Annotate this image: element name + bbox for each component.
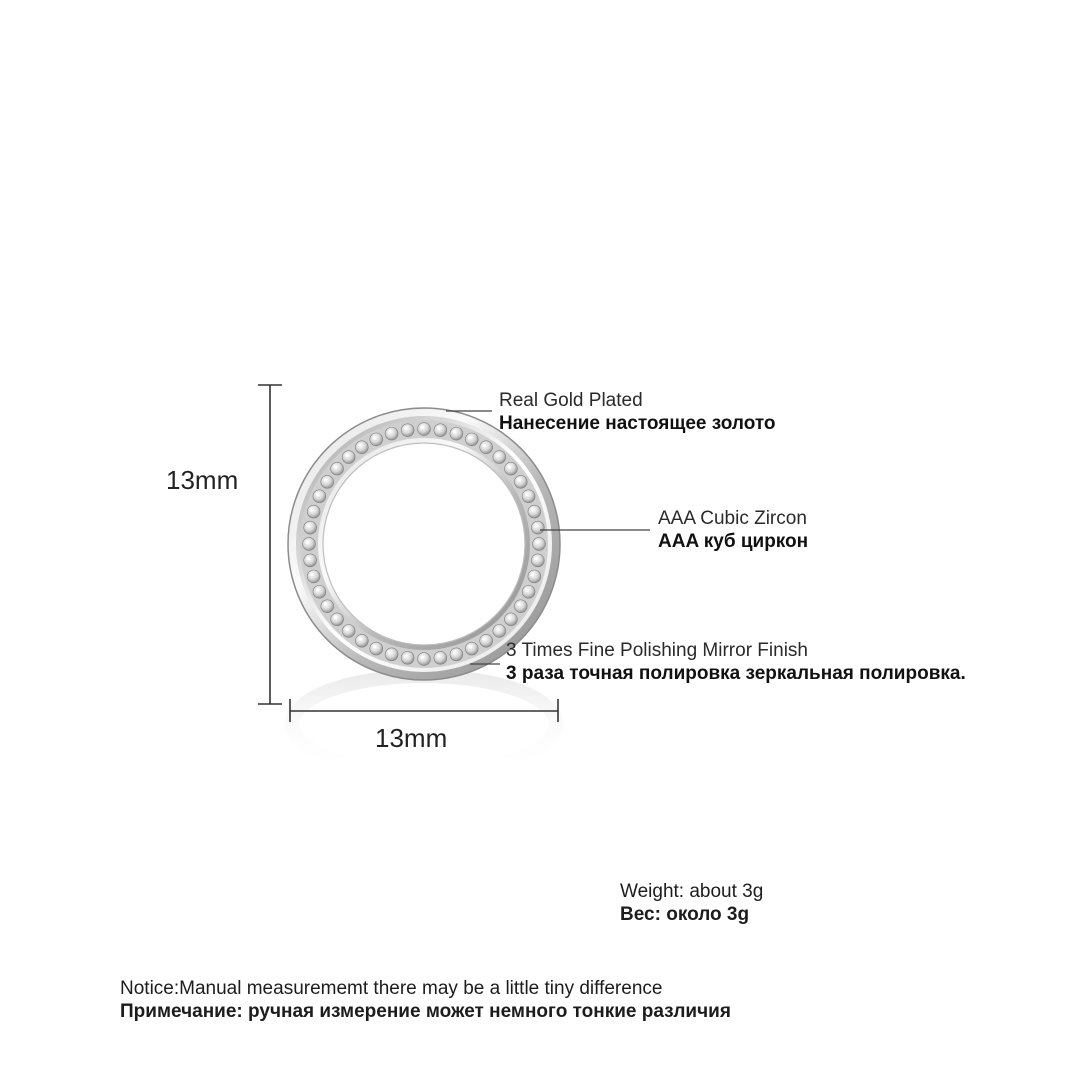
stones-callout	[658, 507, 808, 553]
height-dimension-line	[258, 385, 282, 704]
zircon-sparkle	[345, 454, 348, 457]
zircon-sparkle	[404, 427, 407, 430]
zircon-sparkle	[483, 637, 486, 640]
zircon-sparkle	[316, 493, 319, 496]
zircon-sparkle	[531, 508, 534, 511]
zircon-stone	[418, 653, 431, 666]
zircon-stone	[307, 505, 320, 518]
zircon-sparkle	[517, 603, 520, 606]
notice	[120, 977, 731, 1023]
zircon-stone	[342, 625, 355, 638]
zircon-stone	[304, 554, 317, 567]
zircon-sparkle	[468, 645, 471, 648]
zircon-sparkle	[525, 493, 528, 496]
zircon-sparkle	[358, 444, 361, 447]
zircon-stone	[401, 651, 414, 664]
zircon-sparkle	[373, 436, 376, 439]
zircon-stone	[321, 600, 334, 613]
zircon-stone	[303, 538, 316, 551]
zircon-sparkle	[508, 465, 511, 468]
zircon-sparkle	[358, 637, 361, 640]
zircon-sparkle	[517, 478, 520, 481]
zircon-sparkle	[306, 541, 309, 544]
zircon-stone	[480, 441, 493, 454]
zircon-sparkle	[468, 436, 471, 439]
zircon-stone	[528, 505, 541, 518]
zircon-sparkle	[496, 628, 499, 631]
zircon-stone	[450, 427, 463, 440]
zircon-sparkle	[534, 557, 537, 560]
zircon-stone	[370, 642, 383, 655]
plating-callout	[499, 389, 775, 435]
stones-callout-ru: AAA куб циркон	[658, 531, 809, 552]
zircon-sparkle	[496, 454, 499, 457]
zircon-stone	[514, 475, 527, 488]
notice-ru: Примечание: ручная измерение может немного тонкие различия	[120, 1001, 731, 1022]
zircon-stone	[434, 424, 447, 437]
finish-callout-ru: 3 раза точная полировка зеркальная полировка.	[506, 663, 966, 684]
zircon-sparkle	[404, 654, 407, 657]
zircon-sparkle	[324, 603, 327, 606]
zircon-stone	[514, 600, 527, 613]
zircon-sparkle	[373, 645, 376, 648]
width-label: 13mm	[375, 723, 448, 753]
zircon-sparkle	[388, 430, 391, 433]
zircon-sparkle	[316, 588, 319, 591]
notice-en: Notice:Manual measurememt there may be a little tiny difference	[120, 978, 663, 999]
zircon-stone	[418, 423, 431, 436]
zircon-stone	[370, 433, 383, 446]
zircon-sparkle	[307, 524, 310, 527]
zircon-sparkle	[525, 588, 528, 591]
width-dimension-line	[290, 699, 558, 722]
zircon-stone	[505, 613, 518, 626]
zircon-stone	[313, 490, 326, 503]
zircon-sparkle	[310, 573, 313, 576]
zircon-stone	[465, 433, 478, 446]
zircon-stone	[313, 585, 326, 598]
zircon-sparkle	[388, 651, 391, 654]
zircon-stone	[385, 648, 398, 661]
zircon-sparkle	[310, 508, 313, 511]
zircon-stone	[342, 451, 355, 464]
zircon-stone	[480, 634, 493, 647]
zircon-stone	[355, 634, 368, 647]
weight-ru: Вес: около 3g	[620, 904, 750, 925]
zircon-sparkle	[483, 444, 486, 447]
zircon-sparkle	[534, 524, 537, 527]
zircon-sparkle	[536, 541, 539, 544]
zircon-sparkle	[437, 427, 440, 430]
stones-callout-en: AAA Cubic Zircon	[658, 508, 807, 529]
weight-info	[620, 880, 763, 926]
plating-callout-ru: Нанесение настоящее золото	[499, 413, 776, 434]
zircon-sparkle	[508, 616, 511, 619]
weight-en: Weight: about 3g	[620, 881, 764, 902]
zircon-stone	[505, 462, 518, 475]
zircon-sparkle	[324, 478, 327, 481]
zircon-sparkle	[307, 557, 310, 560]
zircon-stone	[401, 424, 414, 437]
finish-callout-en: 3 Times Fine Polishing Mirror Finish	[506, 640, 808, 661]
zircon-stone	[522, 585, 535, 598]
zircon-sparkle	[421, 426, 424, 429]
zircon-stone	[493, 625, 506, 638]
zircon-stone	[493, 451, 506, 464]
zircon-stone	[331, 462, 344, 475]
zircon-sparkle	[345, 628, 348, 631]
zircon-sparkle	[421, 656, 424, 659]
height-label: 13mm	[166, 465, 239, 495]
zircon-stone	[531, 521, 544, 534]
zircon-stone	[522, 490, 535, 503]
zircon-stone	[450, 648, 463, 661]
zircon-stone	[434, 651, 447, 664]
plating-callout-en: Real Gold Plated	[499, 390, 643, 411]
zircon-stone	[355, 441, 368, 454]
zircon-stone	[385, 427, 398, 440]
zircon-sparkle	[453, 430, 456, 433]
zircon-stone	[331, 613, 344, 626]
zircon-stone	[307, 570, 320, 583]
zircon-stone	[321, 475, 334, 488]
finish-callout	[506, 639, 966, 685]
zircon-stone	[465, 642, 478, 655]
zircon-sparkle	[453, 651, 456, 654]
zircon-stone	[304, 521, 317, 534]
zircon-sparkle	[437, 654, 440, 657]
zircon-stone	[528, 570, 541, 583]
zircon-stone	[533, 538, 546, 551]
zircon-sparkle	[531, 573, 534, 576]
zircon-sparkle	[334, 616, 337, 619]
zircon-sparkle	[334, 465, 337, 468]
zircon-stone	[531, 554, 544, 567]
